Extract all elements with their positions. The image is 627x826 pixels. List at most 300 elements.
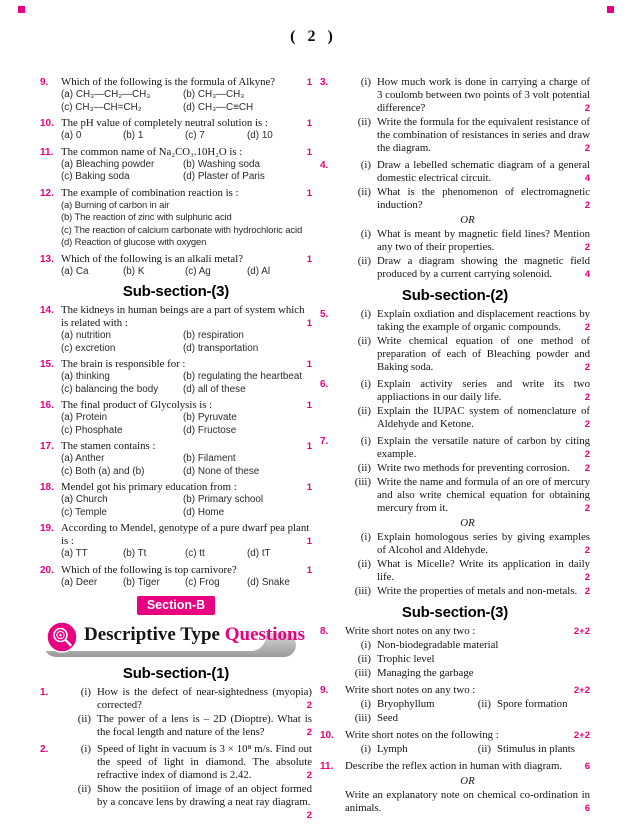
- part-text-content: Explain activity series and write its two appliactions in our daily life.: [377, 378, 590, 403]
- part-text: [345, 760, 590, 773]
- question-number: 5.: [320, 309, 329, 320]
- stem-text: [345, 684, 590, 697]
- mcq-question-19: [40, 522, 312, 561]
- question-part: [345, 116, 590, 155]
- option: (a) Ca: [61, 265, 89, 277]
- part-text-content: Explain homologous series by giving examples of Alcohol and Aldehyde.: [377, 531, 590, 556]
- option: (b) Pyruvate: [183, 412, 237, 423]
- option: (d) None of these: [183, 465, 260, 477]
- marks-value: 2: [306, 700, 312, 711]
- mcq-question-14: [40, 304, 312, 355]
- question-number: 1.: [40, 687, 49, 698]
- subsection-heading-1: Sub-section-(1): [122, 665, 230, 682]
- question-part: [345, 558, 590, 584]
- question-number: 7.: [320, 436, 329, 447]
- question-parts: [345, 625, 590, 681]
- options-list: [61, 371, 312, 396]
- marks-value: 2: [584, 143, 590, 154]
- marks-value: 1: [306, 318, 312, 329]
- marks-value: 2: [584, 103, 590, 114]
- banner-title: [84, 624, 305, 646]
- option: (d) Plaster of Paris: [183, 171, 265, 182]
- part-text-content: Speed of light in vacuum is 3 × 10⁸ m/s. Find out the speed of light in diamond. The absolute refractive index of diamond is 2.42.: [97, 743, 312, 781]
- options-list: [61, 200, 312, 250]
- question-text-content: The kidneys in human beings are a part of system which is related with :: [61, 304, 305, 329]
- options-list: [61, 89, 312, 114]
- option: (a) 0: [61, 130, 82, 141]
- option: (d) tT: [247, 548, 271, 559]
- part-text-content: Write two methods for preventing corrosion.: [377, 462, 570, 474]
- part-text-content: What is Micelle? Write its application in daily life.: [377, 558, 590, 583]
- part-text-content: Explain oxdiation and displacement reactions by taking the example of organic compounds.: [377, 308, 590, 333]
- question-text-content: Mendel got his primary education from :: [61, 481, 237, 493]
- item-text: Stimulus in plants: [497, 743, 575, 755]
- option: (c) Frog: [185, 576, 220, 588]
- mcq-question-13: [40, 253, 312, 279]
- part-label: (ii): [357, 116, 371, 128]
- option: (a) Bleaching powder: [61, 158, 155, 170]
- part-label: (i): [360, 228, 371, 240]
- item-label: (ii): [477, 698, 491, 710]
- descriptive-question-5: [320, 308, 590, 375]
- part-text-content: Draw a diagram showing the magnetic field produced by a current carrying solenoid.: [377, 255, 590, 280]
- part-text: [377, 308, 590, 334]
- question-parts: [345, 308, 590, 375]
- part-text: [377, 405, 590, 431]
- part-text: [377, 558, 590, 584]
- option: (d) Home: [183, 506, 225, 518]
- part-text: [377, 435, 590, 461]
- part-text-content: Write the formula for the equivalent resistance of the combination of resistances in series and draw the diagram.: [377, 116, 590, 154]
- options-list: [61, 412, 312, 437]
- question-text: [61, 304, 312, 330]
- option: (c) The reaction of calcium carbonate with hydrochloric acid: [61, 224, 303, 236]
- subsection-heading-2: Sub-section-(2): [401, 287, 509, 304]
- marks-value: 6: [584, 761, 590, 772]
- banner-title-accent: Questions: [224, 624, 305, 645]
- stem-text-content: Write short notes on the following :: [345, 729, 499, 741]
- question-number: 11.: [40, 146, 54, 158]
- marks-value: 1: [306, 146, 312, 158]
- question-text-content: The common name of Na₂CO₃.10H₂O is :: [61, 145, 243, 158]
- options-list: [61, 159, 312, 184]
- part-text-content: Write an explanatory note on chemical co-ordination in animals.: [345, 789, 590, 814]
- option: (a) TT: [61, 548, 88, 559]
- question-number: 10.: [40, 118, 54, 129]
- option: (c) CH₃—CH=CH₂: [61, 101, 142, 113]
- question-number: 8.: [320, 626, 329, 637]
- part-label: (i): [360, 159, 371, 171]
- descriptive-question-7: [320, 435, 590, 599]
- options-list: [61, 548, 312, 561]
- part-text-content: Write the name and formula of an ore of mercury and also write chemical equation for obtaining mercury from it.: [377, 476, 590, 514]
- option: (d) Al: [247, 265, 271, 277]
- question-text: [61, 564, 312, 577]
- part-text: [377, 531, 590, 557]
- question-number: 12.: [40, 187, 54, 199]
- item-text: Spore formation: [497, 698, 568, 710]
- item-text: Managing the garbage: [377, 667, 474, 679]
- option: (d) transportation: [183, 342, 259, 354]
- option: (a) CH₃—CH₂—CH₃: [61, 89, 151, 100]
- stem-text: [345, 729, 590, 742]
- marks-value: 2+2: [573, 730, 590, 741]
- or-separator: OR: [460, 775, 475, 787]
- banner-title-black: Descriptive Type: [84, 624, 225, 645]
- item-label: (ii): [477, 743, 491, 755]
- descriptive-question-4: [320, 159, 590, 282]
- note-item: [345, 667, 590, 680]
- marks-value: 1: [306, 400, 312, 411]
- question-stem: [345, 625, 590, 638]
- part-label: (ii): [357, 186, 371, 198]
- option: (a) thinking: [61, 371, 110, 382]
- part-label: (ii): [77, 783, 91, 795]
- mcq-question-11: [40, 146, 312, 184]
- question-part: [65, 743, 312, 782]
- part-label: (i): [360, 378, 371, 390]
- part-label: (ii): [357, 255, 371, 267]
- question-number: 15.: [40, 359, 54, 370]
- option: (a) nutrition: [61, 330, 111, 341]
- option: (a) Protein: [61, 412, 108, 423]
- question-text: [61, 117, 312, 130]
- short-notes-question-10: [320, 729, 590, 757]
- question-part: [65, 713, 312, 739]
- part-label: (i): [360, 531, 371, 543]
- part-text: [377, 476, 590, 515]
- part-text-content: How is the defect of near-sightedness (myopia) corrected?: [97, 686, 312, 711]
- question-number: 19.: [40, 523, 54, 534]
- option: (b) Primary school: [183, 494, 264, 505]
- question-stem: [345, 729, 590, 742]
- question-part: [345, 186, 590, 212]
- item-text: Bryophyllum: [377, 698, 435, 710]
- question-part: [345, 435, 590, 461]
- corner-mark-icon: [18, 6, 25, 13]
- marks-value: 2+2: [573, 685, 590, 696]
- part-label: (i): [80, 686, 91, 698]
- short-notes-question-9: [320, 684, 590, 726]
- question-part: [65, 783, 312, 822]
- note-item-row: [345, 743, 590, 756]
- options-list: [61, 130, 312, 143]
- question-number: 10.: [320, 730, 334, 741]
- question-part: [345, 476, 590, 515]
- option: (c) Ag: [185, 265, 211, 277]
- mcq-question-18: [40, 481, 312, 519]
- question-text-content: The example of combination reaction is :: [61, 186, 239, 199]
- part-label: (iii): [354, 476, 371, 488]
- question-text: [61, 481, 312, 494]
- marks-value: 2: [584, 449, 590, 460]
- part-text-content: Describe the reflex action in human with diagram.: [345, 760, 563, 772]
- or-separator: OR: [460, 517, 475, 529]
- item-text: Trophic level: [377, 653, 435, 665]
- marks-value: 2: [584, 572, 590, 583]
- question-part: [345, 462, 590, 475]
- question-part: [345, 405, 590, 431]
- option: (b) K: [123, 265, 145, 277]
- options-list: [61, 266, 312, 279]
- part-label: (ii): [77, 713, 91, 725]
- question-parts: [345, 76, 590, 156]
- marks-value: 2: [584, 545, 590, 556]
- question-number: 11.: [320, 761, 334, 772]
- marks-value: 1: [306, 77, 312, 88]
- marks-value: 1: [306, 536, 312, 547]
- part-label: (ii): [357, 462, 371, 474]
- marks-value: 2: [306, 727, 312, 738]
- marks-value: 2: [584, 322, 590, 333]
- option: (a) Church: [61, 494, 108, 505]
- stem-text: [345, 625, 590, 638]
- question-number: 3.: [320, 77, 329, 88]
- corner-mark-icon: [607, 6, 614, 13]
- marks-value: 1: [306, 118, 312, 129]
- marks-value: 2: [584, 586, 590, 597]
- part-label: (ii): [357, 558, 371, 570]
- question-part: [65, 686, 312, 712]
- option: (c) tt: [185, 548, 205, 559]
- magnifier-target-icon: [46, 621, 78, 653]
- part-text: [377, 186, 590, 212]
- options-list: [61, 494, 312, 519]
- question-number: 14.: [40, 305, 54, 316]
- part-text-content: What is meant by magnetic field lines? Mention any two of their properties.: [377, 228, 590, 253]
- option: (a) Burning of carbon in air: [61, 199, 170, 211]
- descriptive-question-2: [40, 743, 312, 823]
- marks-value: 1: [306, 441, 312, 452]
- marks-value: 6: [584, 803, 590, 814]
- question-part: [345, 255, 590, 281]
- marks-value: 1: [306, 482, 312, 493]
- question-text: [61, 187, 312, 200]
- marks-value: 2: [306, 770, 312, 781]
- item-label: (iii): [354, 667, 371, 679]
- part-text: [377, 228, 590, 254]
- part-text-content: Show the positiion of image of an object formed by a concave lens by drawing a neat ray diagram.: [97, 783, 312, 808]
- mcq-question-17: [40, 440, 312, 478]
- question-number: 16.: [40, 400, 54, 411]
- option: (d) Fructose: [183, 424, 237, 436]
- part-text-content: What is the phenomenon of electromagnetic induction?: [377, 186, 590, 211]
- question-part: [345, 228, 590, 254]
- option: (d) Snake: [247, 576, 290, 588]
- part-text-content: How much work is done in carrying a charge of 3 coulomb between two points of 3 volt potential difference?: [377, 76, 590, 114]
- part-label: (i): [360, 308, 371, 320]
- part-text: [97, 713, 312, 739]
- right-column: [320, 76, 590, 819]
- question-number: 2.: [40, 744, 49, 755]
- question-text-content: The stamen contains :: [61, 440, 156, 452]
- question-part: [345, 308, 590, 334]
- question-number: 4.: [320, 160, 329, 171]
- descriptive-question-6: [320, 378, 590, 432]
- option: (c) balancing the body: [61, 383, 159, 395]
- part-text: [377, 159, 590, 185]
- part-text-content: The power of a lens is – 2D (Dioptre). What is the focal length and nature of the lens?: [97, 713, 312, 738]
- option: (d) 10: [247, 130, 273, 141]
- part-text-content: Write the properties of metals and non-metals.: [377, 585, 578, 597]
- option: (c) Baking soda: [61, 171, 130, 182]
- part-text: [97, 783, 312, 822]
- question-text-content: According to Mendel, genotype of a pure dwarf pea plant is :: [61, 522, 310, 547]
- question-text-content: The pH value of completely neutral solution is :: [61, 117, 268, 129]
- page-number: ( 2 ): [290, 28, 337, 45]
- question-text: [61, 522, 312, 548]
- question-parts: [65, 743, 312, 823]
- option: (c) Phosphate: [61, 424, 123, 436]
- marks-value: 2: [584, 463, 590, 474]
- subsection-heading-3-left: Sub-section-(3): [122, 283, 230, 300]
- question-text-content: Which of the following is an alkali metal?: [61, 252, 243, 265]
- marks-value: 2: [584, 419, 590, 430]
- part-text: [377, 335, 590, 374]
- question-number: 18.: [40, 482, 54, 493]
- option: (a) Deer: [61, 576, 98, 588]
- mcq-question-12: [40, 187, 312, 250]
- question-text: [61, 399, 312, 412]
- marks-value: 4: [584, 173, 590, 184]
- descriptive-question-3: [320, 76, 590, 156]
- question-number: 9.: [40, 77, 49, 88]
- item-label: (i): [360, 639, 371, 651]
- option: (b) CH₃—CH₃: [183, 89, 245, 100]
- marks-value: 1: [306, 564, 312, 576]
- option: (b) Filament: [183, 453, 236, 464]
- mcq-question-10: [40, 117, 312, 143]
- descriptive-type-banner: [40, 620, 312, 660]
- part-label: (iii): [354, 585, 371, 597]
- item-text: Non-biodegradable material: [377, 639, 499, 651]
- part-text-content: Write chemical equation of one method of preparation of each of Bleaching powder and Baking soda.: [377, 335, 590, 373]
- part-text-content: Explain the IUPAC system of nomenclature of Aldehyde and Ketone.: [377, 405, 590, 430]
- note-item: [345, 653, 590, 666]
- option: (b) The reaction of zinc with sulphuric acid: [61, 212, 232, 223]
- part-text: [377, 76, 590, 115]
- question-number: 13.: [40, 253, 54, 265]
- section-badge-wrap: [40, 596, 312, 615]
- question-part: [345, 335, 590, 374]
- note-item: [345, 712, 590, 725]
- option: (b) respiration: [183, 330, 244, 341]
- question-part: [345, 585, 590, 598]
- part-text: [345, 789, 590, 815]
- part-label: (i): [360, 435, 371, 447]
- part-label: (ii): [357, 405, 371, 417]
- question-stem: [345, 684, 590, 697]
- question-parts: [345, 435, 590, 599]
- option: (d) CH₃—C≡CH: [183, 101, 254, 113]
- marks-value: 2: [584, 392, 590, 403]
- part-text: [377, 378, 590, 404]
- question-number: 6.: [320, 379, 329, 390]
- item-label: (i): [360, 743, 371, 755]
- option: (c) Temple: [61, 506, 107, 518]
- question-number: 17.: [40, 441, 54, 452]
- option: (c) Both (a) and (b): [61, 465, 145, 477]
- marks-value: 1: [306, 187, 312, 199]
- option: (d) Reaction of glucose with oxygen: [61, 237, 207, 248]
- question-number: 9.: [320, 685, 329, 696]
- question-part: [345, 159, 590, 185]
- part-text: [377, 585, 590, 598]
- marks-value: 1: [306, 253, 312, 265]
- options-list: [61, 577, 312, 590]
- descriptive-question-1: [40, 686, 312, 740]
- part-text-content: Explain the versatile nature of carbon by citing example.: [377, 435, 590, 460]
- option: (b) Tt: [123, 548, 147, 559]
- marks-value: 2+2: [573, 626, 590, 637]
- or-separator: OR: [460, 214, 475, 226]
- marks-value: 2: [584, 362, 590, 373]
- note-item: [345, 639, 590, 652]
- part-text: [377, 116, 590, 155]
- question-text-content: The final product of Glycolysis is :: [61, 399, 213, 411]
- mcq-question-9: [40, 76, 312, 114]
- marks-value: 4: [584, 269, 590, 280]
- part-label: (ii): [357, 335, 371, 347]
- question-parts: [345, 378, 590, 432]
- question-text: [61, 440, 312, 453]
- options-list: [61, 453, 312, 478]
- question-parts: [345, 159, 590, 282]
- part-text-content: Draw a lebelled schematic diagram of a general domestic electrical circuit.: [377, 159, 590, 184]
- marks-value: 2: [306, 810, 312, 821]
- question-part: [345, 76, 590, 115]
- option: (b) Tiger: [123, 576, 160, 588]
- option: (b) regulating the heartbeat: [183, 371, 303, 382]
- item-text: Lymph: [377, 743, 408, 755]
- question-parts: [345, 760, 590, 816]
- item-label: (i): [360, 698, 371, 710]
- question-part: [345, 789, 590, 815]
- mcq-question-15: [40, 358, 312, 396]
- item-text: Seed: [377, 712, 398, 724]
- question-text-content: Which of the following is top carnivore?: [61, 563, 237, 576]
- left-column: [40, 76, 312, 826]
- section-b-badge: Section-B: [137, 596, 215, 615]
- option: (a) Anther: [61, 453, 105, 464]
- part-text: [97, 686, 312, 712]
- question-text: [61, 146, 312, 159]
- stem-text-content: Write short notes on any two :: [345, 684, 476, 696]
- mcq-question-16: [40, 399, 312, 437]
- option: (c) excretion: [61, 342, 116, 354]
- item-label: (iii): [354, 712, 371, 724]
- marks-value: 2: [584, 200, 590, 211]
- part-text: [377, 255, 590, 281]
- question-parts: [345, 729, 590, 757]
- part-text: [97, 743, 312, 782]
- question-number: 20.: [40, 564, 54, 576]
- mcq-question-20: [40, 564, 312, 590]
- part-text: [377, 462, 590, 475]
- question-text: [61, 253, 312, 266]
- question-part: [345, 531, 590, 557]
- stem-text-content: Write short notes on any two :: [345, 625, 476, 637]
- question-text-content: Which of the following is the formula of Alkyne?: [61, 76, 276, 88]
- question-text: [61, 358, 312, 371]
- option: (b) 1: [123, 130, 144, 141]
- question-part: [345, 760, 590, 773]
- question-text-content: The brain is responsible for :: [61, 358, 186, 370]
- descriptive-question-11: [320, 760, 590, 816]
- option: (b) Washing soda: [183, 158, 261, 170]
- part-label: (i): [80, 743, 91, 755]
- marks-value: 2: [584, 242, 590, 253]
